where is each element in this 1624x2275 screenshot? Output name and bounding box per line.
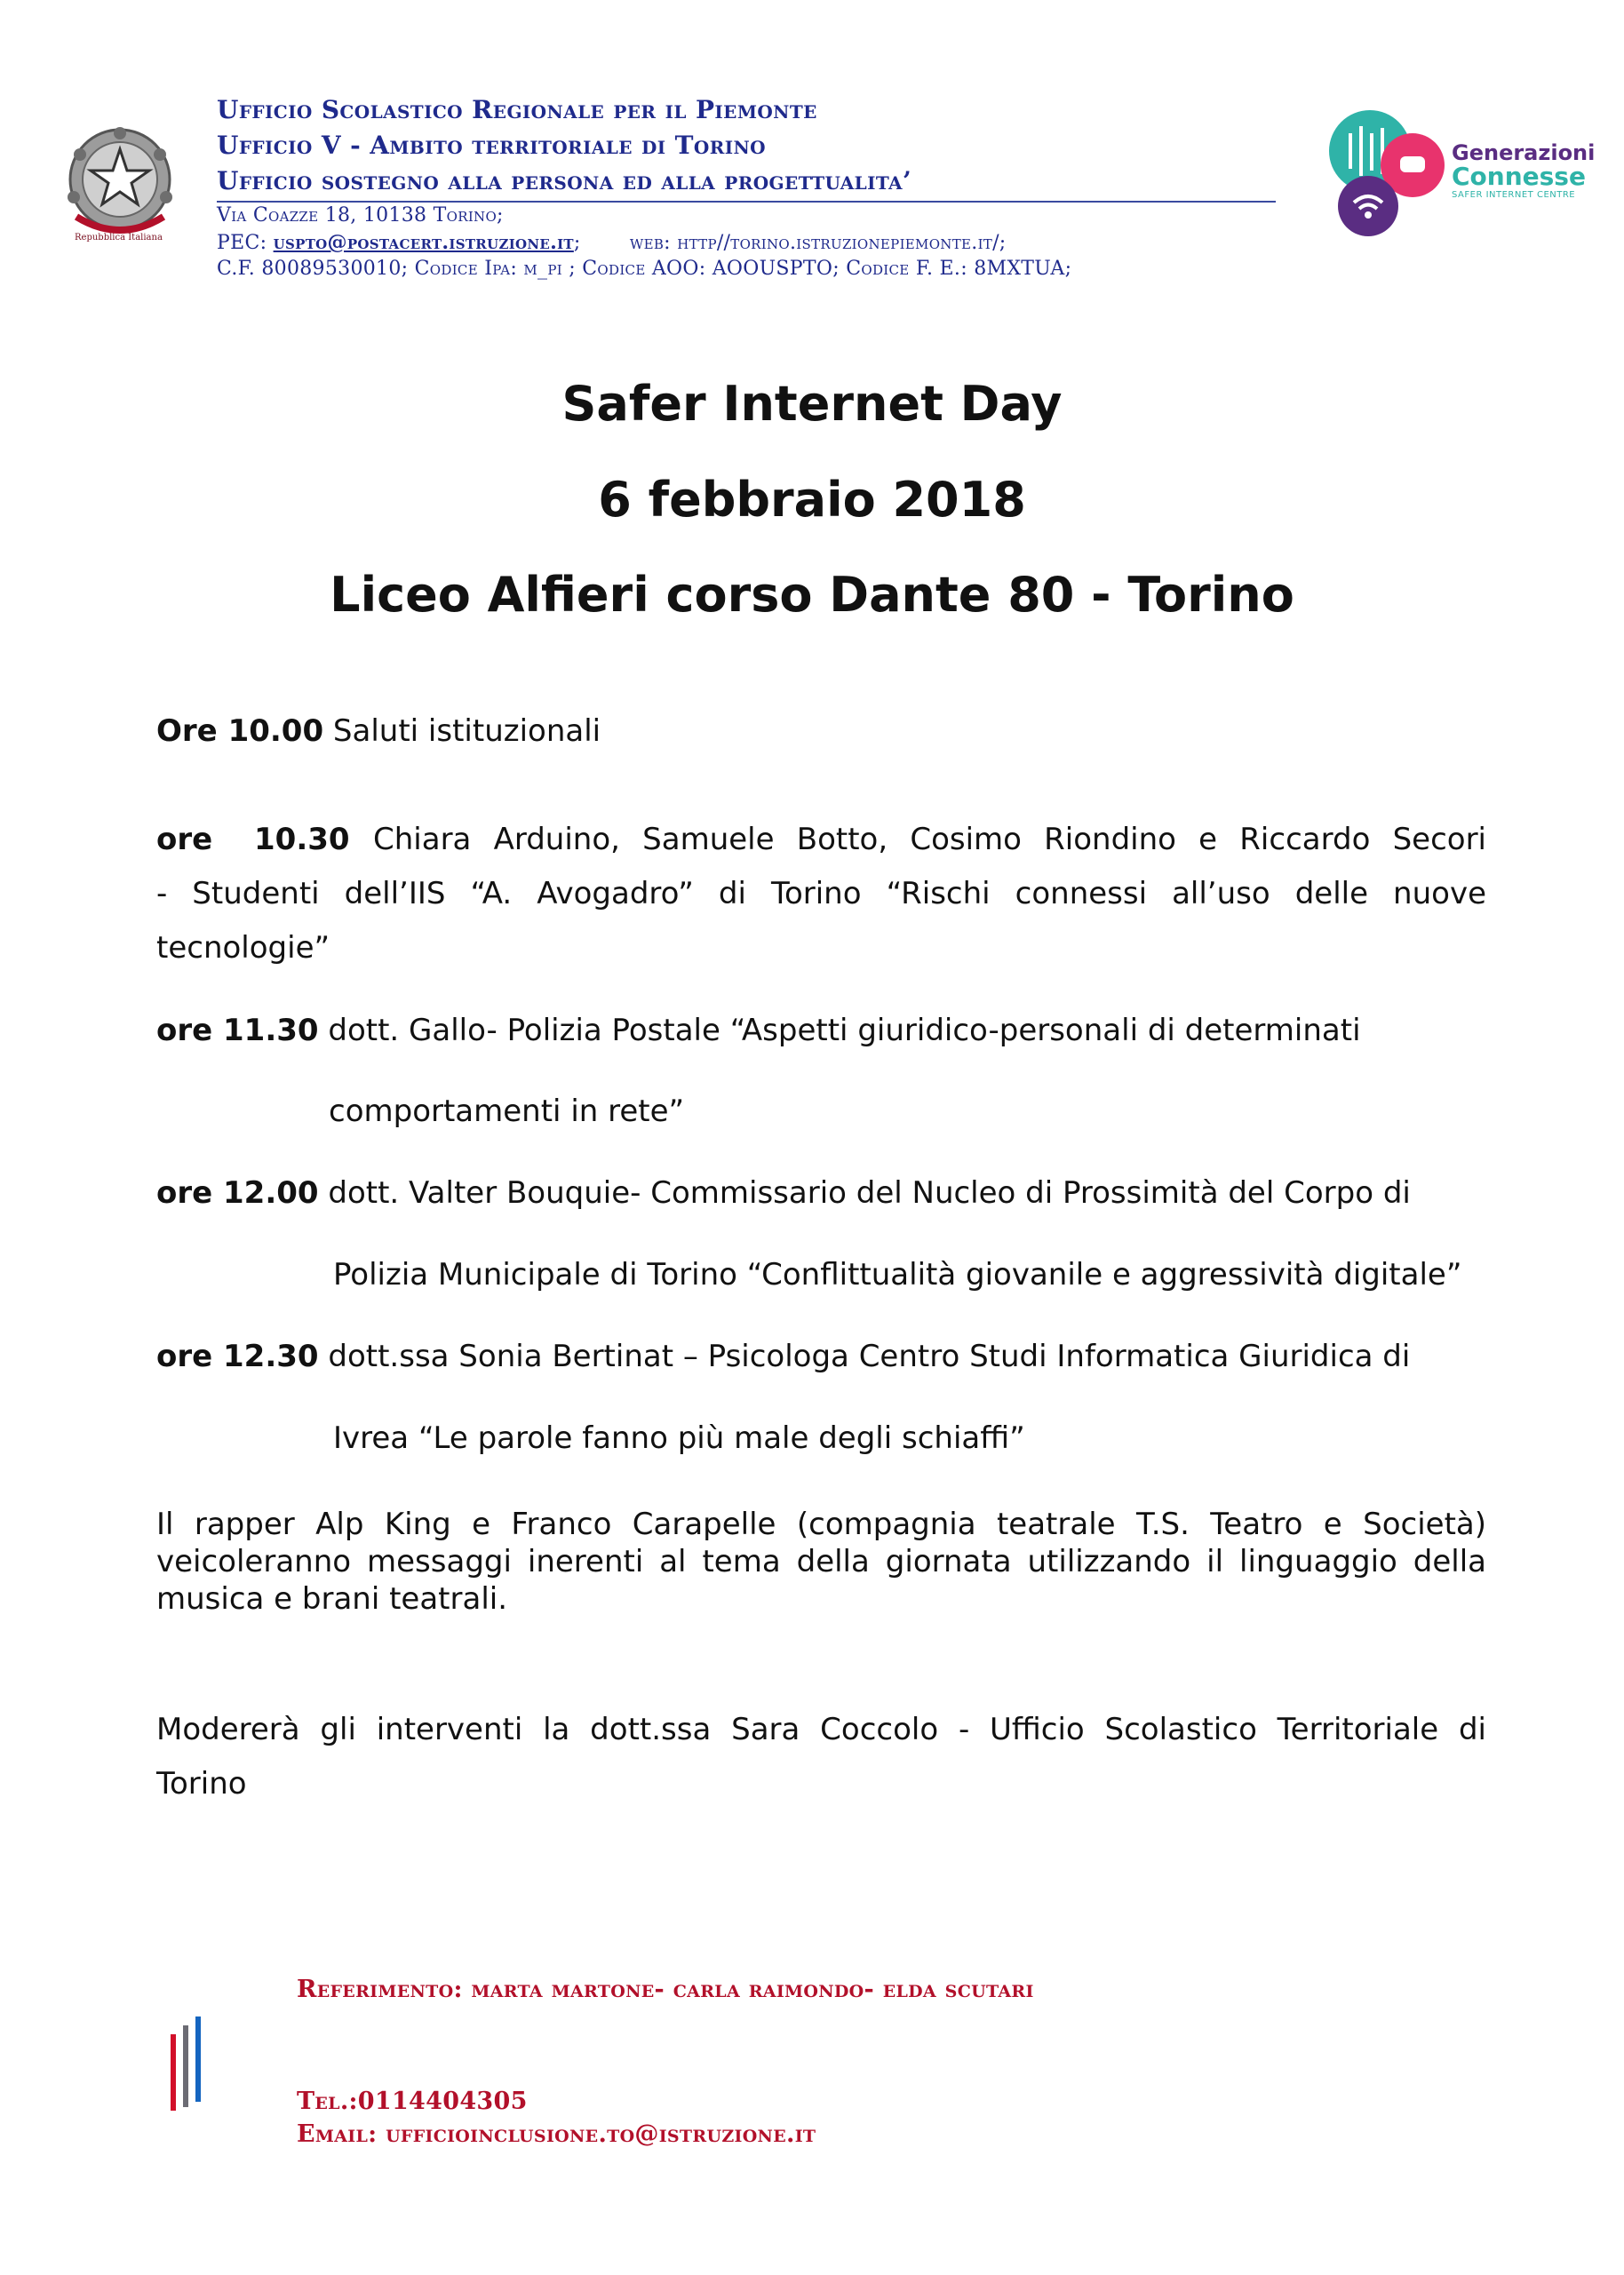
moderator-line: Modererà gli interventi la dott.ssa Sara Coccolo - Ufficio Scolastico Territoriale di xyxy=(156,1712,1486,1747)
program-text-line: Chiara Arduino, Samuele Botto, Cosimo Riondino e Riccardo Secori xyxy=(373,822,1486,857)
program-text-line: comportamenti in rete” xyxy=(329,1094,685,1129)
office-line-regional: Ufficio Scolastico Regionale per il Piemonte xyxy=(217,95,817,124)
header-rule xyxy=(217,201,1276,203)
generazioni-connesse-logo xyxy=(1324,107,1599,249)
logo-line-generazioni: Generazioni xyxy=(1452,140,1596,165)
logo-line-safer-centre: SAFER INTERNET CENTRE xyxy=(1452,190,1576,200)
emblem-icon xyxy=(62,124,178,240)
event-date: 6 febbraio 2018 xyxy=(598,472,1026,528)
program-time: 10.30 xyxy=(254,822,350,857)
program-time: Ore 10.00 xyxy=(156,713,324,749)
program-item-1130 xyxy=(156,1015,1486,1046)
logo-circles-icon xyxy=(1324,107,1466,240)
rapper-paragraph: Il rapper Alp King e Franco Carapelle (compagnia teatrale T.S. Teatro e Società) veicoleranno messaggi inerenti al tema della giornata utilizzando il linguaggio della musica e brani teatrali. xyxy=(156,1507,1486,1617)
program-text-line: - Studenti dell’IIS “A. Avogadro” di Torino “Rischi connessi all’uso delle nuove xyxy=(156,876,1486,911)
footer-telephone: Tel.:0114404305 xyxy=(297,2088,528,2115)
moderator-line: Torino xyxy=(156,1766,247,1802)
office-address: Via Coazze 18, 10138 Torino; xyxy=(217,204,504,227)
office-line-territorial: Ufficio V - Ambito territoriale di Torino xyxy=(217,131,766,160)
program-item-1230 xyxy=(156,1341,1486,1372)
pec-suffix: ; xyxy=(573,232,581,254)
office-line-support: Ufficio sostegno alla persona ed alla progettualita’ xyxy=(217,166,912,195)
footer-email[interactable]: Email: ufficioinclusione.to@istruzione.it xyxy=(297,2120,816,2148)
footer-bars-icon xyxy=(167,2015,211,2114)
footer-reference: Referimento: marta martone- carla raimondo- elda scutari xyxy=(297,1976,1034,2003)
logo-line-connesse: Connesse xyxy=(1452,162,1586,191)
program-text-line: dott. Gallo- Polizia Postale “Aspetti giuridico-personali di determinati xyxy=(318,1013,1361,1048)
web-label: web: xyxy=(629,232,671,254)
event-venue: Liceo Alfieri corso Dante 80 - Torino xyxy=(330,567,1294,623)
program-time: ore 11.30 xyxy=(156,1013,319,1048)
pec-label: PEC: xyxy=(217,232,267,254)
program-item-1200 xyxy=(156,1175,1486,1211)
program-item-1000 xyxy=(156,713,1486,749)
office-codes: C.F. 80089530010; Codice Ipa: m_pi ; Codice AOO: AOOUSPTO; Codice F. E.: 8MXTUA; xyxy=(217,258,1072,280)
program-text-line: Polizia Municipale di Torino “Conflittualità giovanile e aggressività digitale” xyxy=(333,1257,1462,1293)
program-time: ore 12.30 xyxy=(156,1339,319,1374)
republic-emblem xyxy=(62,124,178,240)
contact-line xyxy=(217,233,1007,253)
program-text-line: dott.ssa Sonia Bertinat – Psicologa Centro Studi Informatica Giuridica di xyxy=(318,1339,1411,1374)
pec-email-link[interactable]: uspto@postacert.istruzione.it xyxy=(273,231,574,254)
event-title: Safer Internet Day xyxy=(561,376,1063,432)
program-text: Saluti istituzionali xyxy=(323,713,601,749)
program-time: ore 12.00 xyxy=(156,1175,319,1211)
web-url-link[interactable]: http//torino.istruzionepiemonte.it/; xyxy=(677,232,1007,254)
emblem-caption: Repubblica Italiana xyxy=(75,233,163,243)
program-text-line: Ivrea “Le parole fanno più male degli schiaffi” xyxy=(333,1420,1025,1456)
program-text-line: dott. Valter Bouquie- Commissario del Nucleo di Prossimità del Corpo di xyxy=(318,1175,1411,1211)
program-ore-label: ore xyxy=(156,822,213,857)
program-text-line: tecnologie” xyxy=(156,930,330,966)
